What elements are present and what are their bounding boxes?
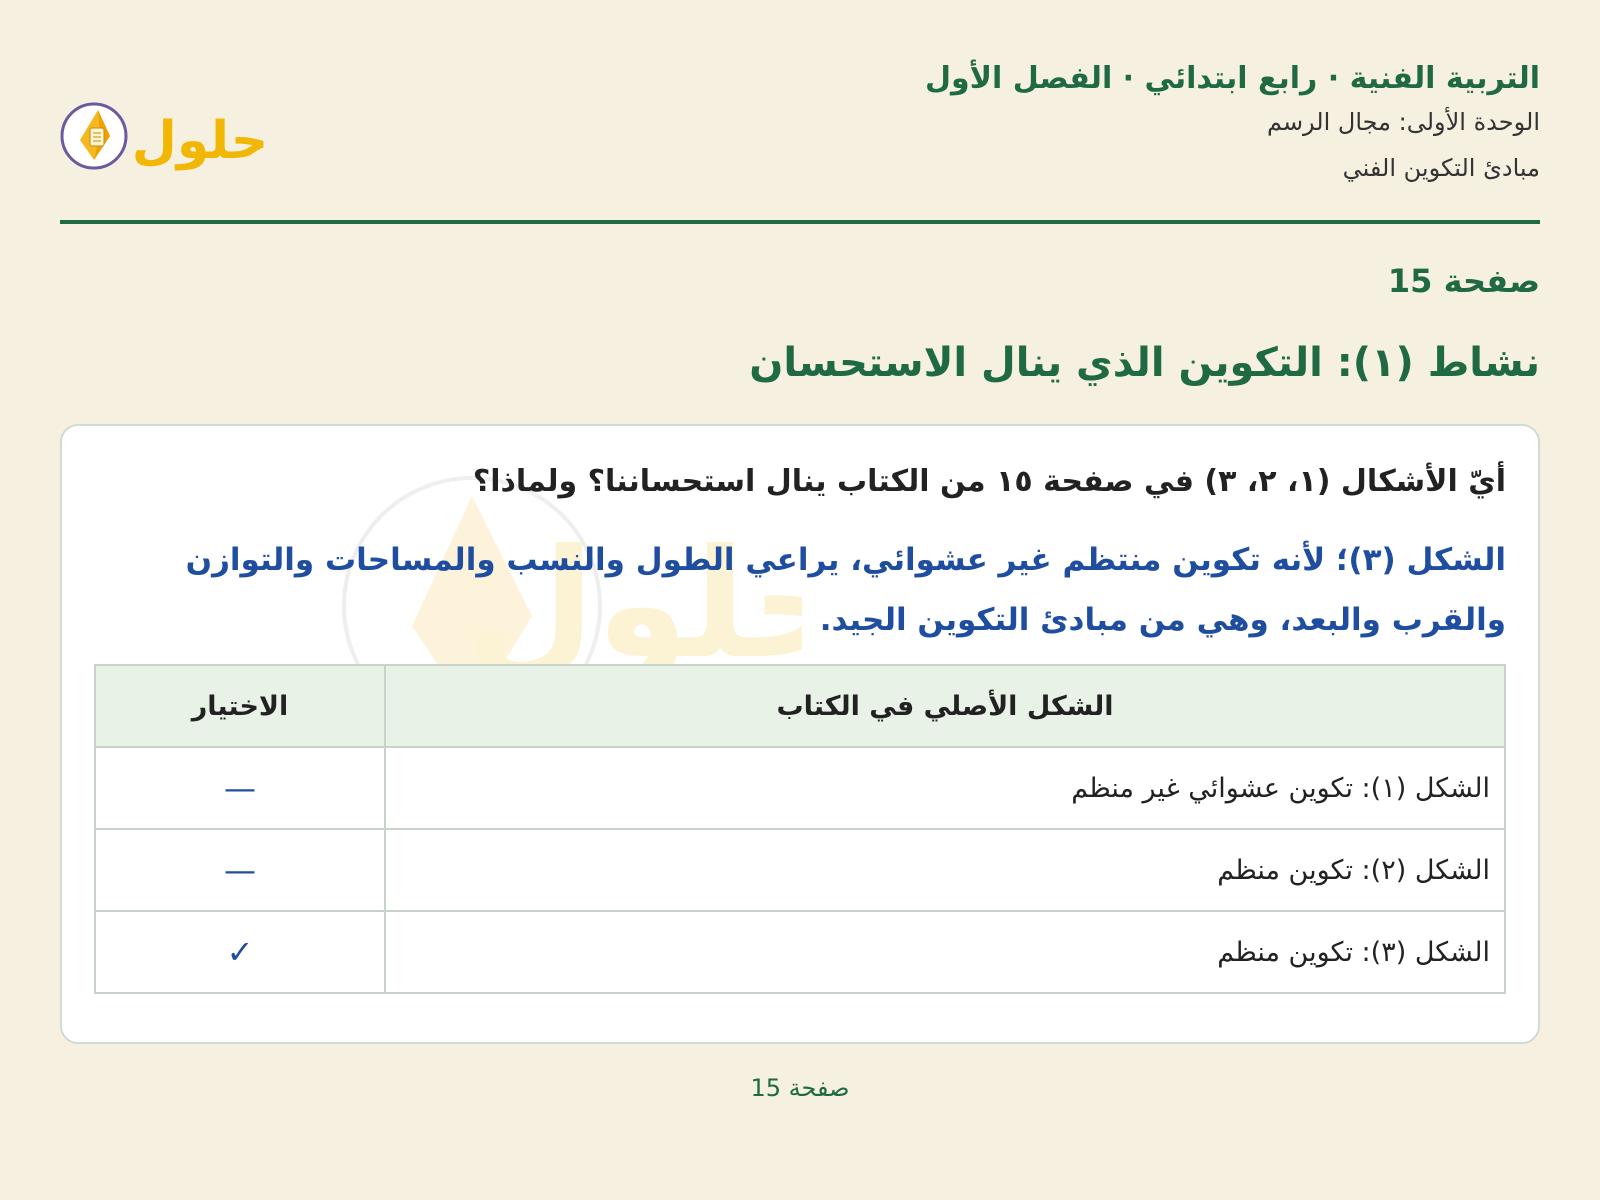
shape-cell: الشكل (١): تكوين عشوائي غير منظم <box>385 747 1505 829</box>
question-text: أيّ الأشكال (١، ٢، ٣) في صفحة ١٥ من الكتاب ينال استحساننا؟ ولماذا؟ <box>472 464 1506 499</box>
activity-card <box>60 424 1540 1044</box>
header-text <box>925 58 1540 191</box>
page <box>60 0 1540 1200</box>
table-header-row <box>95 665 1505 747</box>
shape-cell: الشكل (٣): تكوين منظم <box>385 911 1505 993</box>
choice-cell: ✓ <box>95 911 385 993</box>
answer-text: الشكل (٣)؛ لأنه تكوين منتظم غير عشوائي، يراعي الطول والنسب والمساحات والتوازن والقرب والبعد، وهي من مبادئ التكوين الجيد. <box>185 542 1506 638</box>
unit-title: الوحدة الأولى: مجال الرسم <box>1266 108 1540 136</box>
choice-cell: — <box>95 747 385 829</box>
subject-title: التربية الفنية · رابع ابتدائي · الفصل الأول <box>925 61 1540 96</box>
activity-title: نشاط (١): التكوين الذي ينال الاستحسان <box>749 340 1540 386</box>
shape-column-header: الشكل الأصلي في الكتاب <box>385 665 1505 747</box>
page-heading: صفحة 15 <box>1387 262 1540 300</box>
table-row <box>95 747 1505 829</box>
shape-cell: الشكل (٢): تكوين منظم <box>385 829 1505 911</box>
choice-column-header: الاختيار <box>95 665 385 747</box>
lesson-title: مبادئ التكوين الفني <box>1342 153 1540 182</box>
logo-wordmark: حلول <box>131 111 269 171</box>
choices-table <box>94 664 1506 994</box>
page-header <box>60 50 1540 224</box>
choice-cell: — <box>95 829 385 911</box>
table-row <box>95 911 1505 993</box>
page-footer: صفحة 15 <box>750 1074 850 1102</box>
watermark-wordmark: لول <box>465 518 751 692</box>
book-icon <box>62 104 126 168</box>
table-row <box>95 829 1505 911</box>
site-logo <box>60 90 280 180</box>
